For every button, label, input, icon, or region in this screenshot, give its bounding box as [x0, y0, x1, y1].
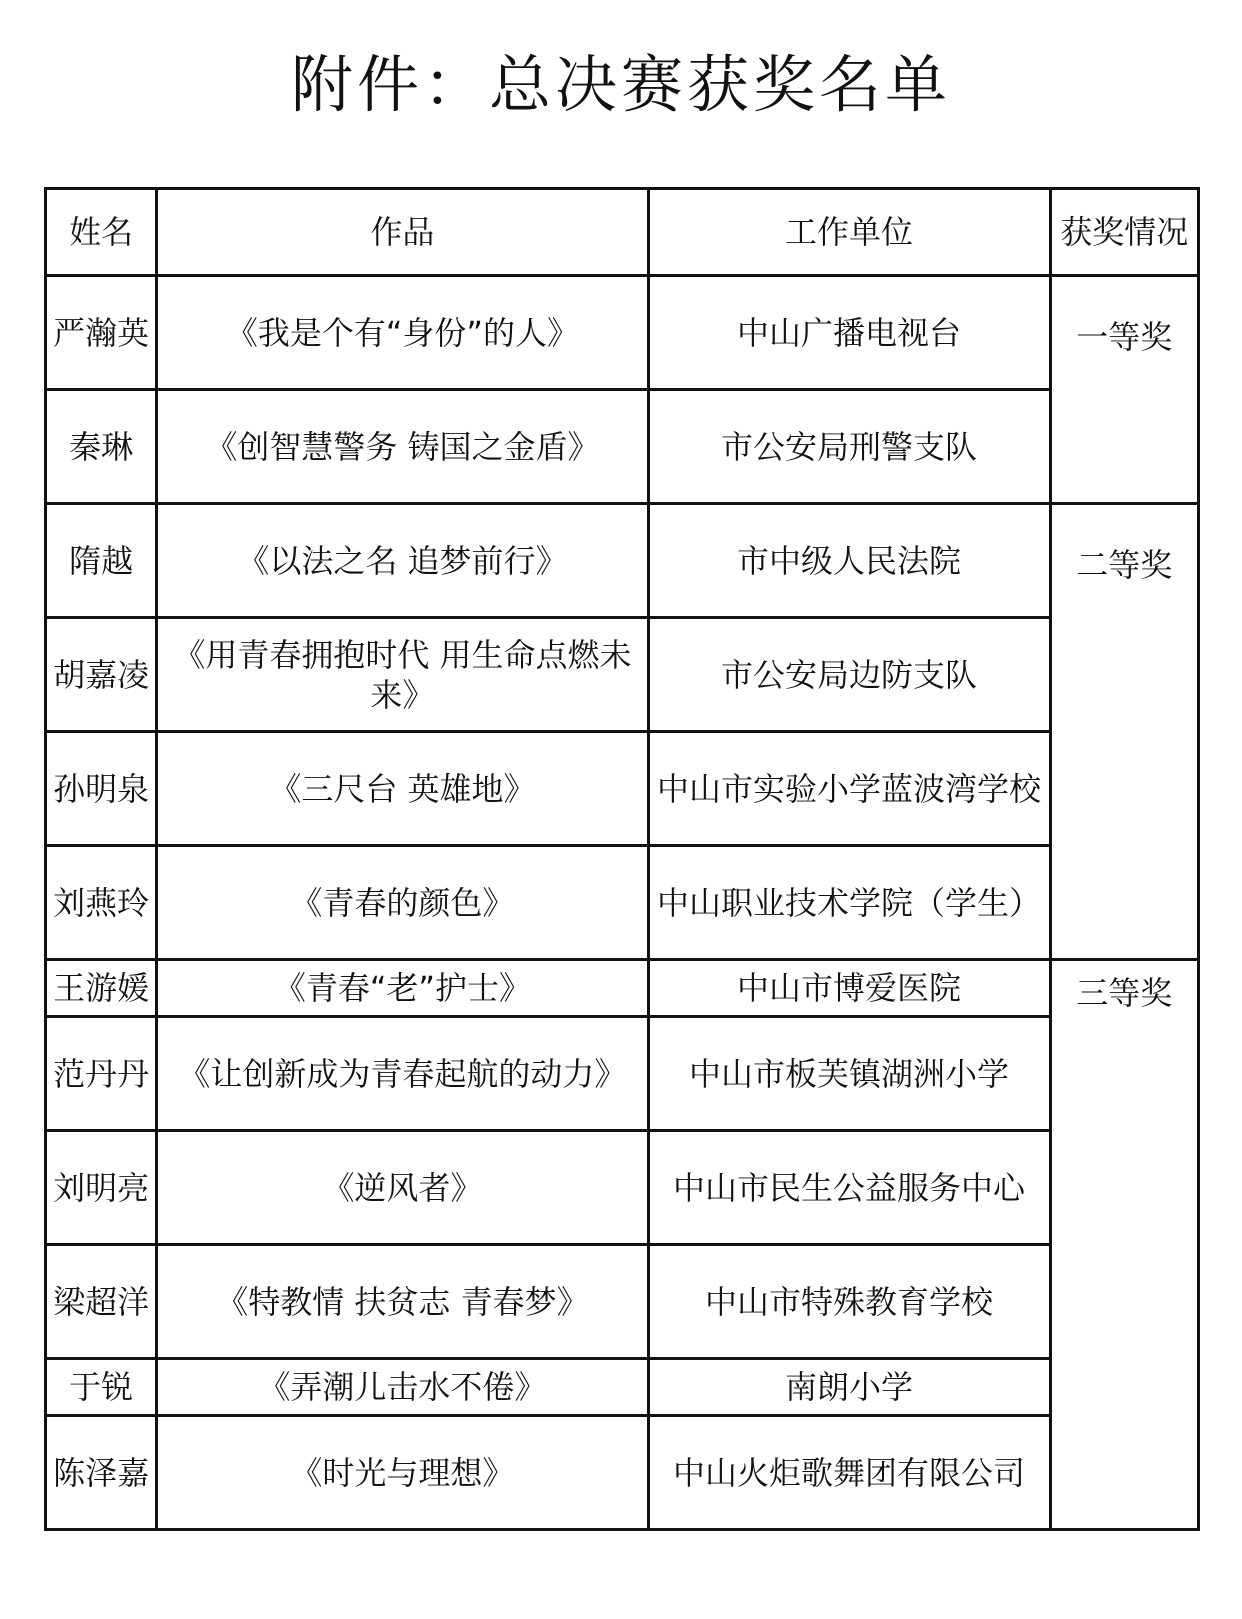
cell-unit: 中山市板芙镇湖洲小学: [648, 1017, 1050, 1131]
cell-name: 于锐: [46, 1359, 157, 1416]
cell-work: 《青春“老”护士》: [157, 960, 648, 1017]
cell-work: 《用青春拥抱时代 用生命点燃未来》: [157, 618, 648, 732]
table-row: [46, 618, 1199, 732]
cell-work: 《时光与理想》: [157, 1416, 648, 1530]
cell-award-first: 一等奖: [1050, 276, 1198, 504]
cell-name: 胡嘉凌: [46, 618, 157, 732]
cell-name: 隋越: [46, 504, 157, 618]
cell-award-second: 二等奖: [1050, 504, 1198, 960]
cell-unit: 中山火炬歌舞团有限公司: [648, 1416, 1050, 1530]
cell-name: 陈泽嘉: [46, 1416, 157, 1530]
cell-name: 范丹丹: [46, 1017, 157, 1131]
cell-unit: 市中级人民法院: [648, 504, 1050, 618]
cell-unit: 中山市实验小学蓝波湾学校: [648, 732, 1050, 846]
cell-work: 《特教情 扶贫志 青春梦》: [157, 1245, 648, 1359]
table-row: [46, 504, 1199, 618]
cell-work: 《以法之名 追梦前行》: [157, 504, 648, 618]
cell-unit: 中山市民生公益服务中心: [648, 1131, 1050, 1245]
table-row: [46, 276, 1199, 390]
cell-work: 《逆风者》: [157, 1131, 648, 1245]
cell-name: 秦琳: [46, 390, 157, 504]
cell-unit: 市公安局边防支队: [648, 618, 1050, 732]
table-row: [46, 1416, 1199, 1530]
cell-work: 《弄潮儿击水不倦》: [157, 1359, 648, 1416]
cell-work: 《三尺台 英雄地》: [157, 732, 648, 846]
table-row: [46, 1017, 1199, 1131]
cell-name: 严瀚英: [46, 276, 157, 390]
cell-name: 梁超洋: [46, 1245, 157, 1359]
cell-name: 王游媛: [46, 960, 157, 1017]
cell-award-third: 三等奖: [1050, 960, 1198, 1530]
cell-unit: 南朗小学: [648, 1359, 1050, 1416]
document-title: 附件：总决赛获奖名单: [290, 48, 951, 121]
table-row: [46, 1245, 1199, 1359]
header-award: 获奖情况: [1050, 189, 1198, 276]
cell-unit: 中山广播电视台: [648, 276, 1050, 390]
header-unit: 工作单位: [648, 189, 1050, 276]
cell-name: 刘明亮: [46, 1131, 157, 1245]
cell-work: 《青春的颜色》: [157, 846, 648, 960]
cell-name: 孙明泉: [46, 732, 157, 846]
cell-name: 刘燕玲: [46, 846, 157, 960]
table-row: [46, 732, 1199, 846]
cell-work: 《让创新成为青春起航的动力》: [157, 1017, 648, 1131]
cell-unit: 中山职业技术学院（学生）: [648, 846, 1050, 960]
table-row: [46, 1359, 1199, 1416]
cell-unit: 中山市博爱医院: [648, 960, 1050, 1017]
table-row: [46, 846, 1199, 960]
table-row: [46, 390, 1199, 504]
header-row: [46, 189, 1199, 276]
cell-unit: 中山市特殊教育学校: [648, 1245, 1050, 1359]
table-row: [46, 960, 1199, 1017]
table-row: [46, 1131, 1199, 1245]
header-work: 作品: [157, 189, 648, 276]
awards-table: [44, 187, 1200, 1531]
header-name: 姓名: [46, 189, 157, 276]
cell-work: 《创智慧警务 铸国之金盾》: [157, 390, 648, 504]
cell-unit: 市公安局刑警支队: [648, 390, 1050, 504]
cell-work: 《我是个有“身份”的人》: [157, 276, 648, 390]
